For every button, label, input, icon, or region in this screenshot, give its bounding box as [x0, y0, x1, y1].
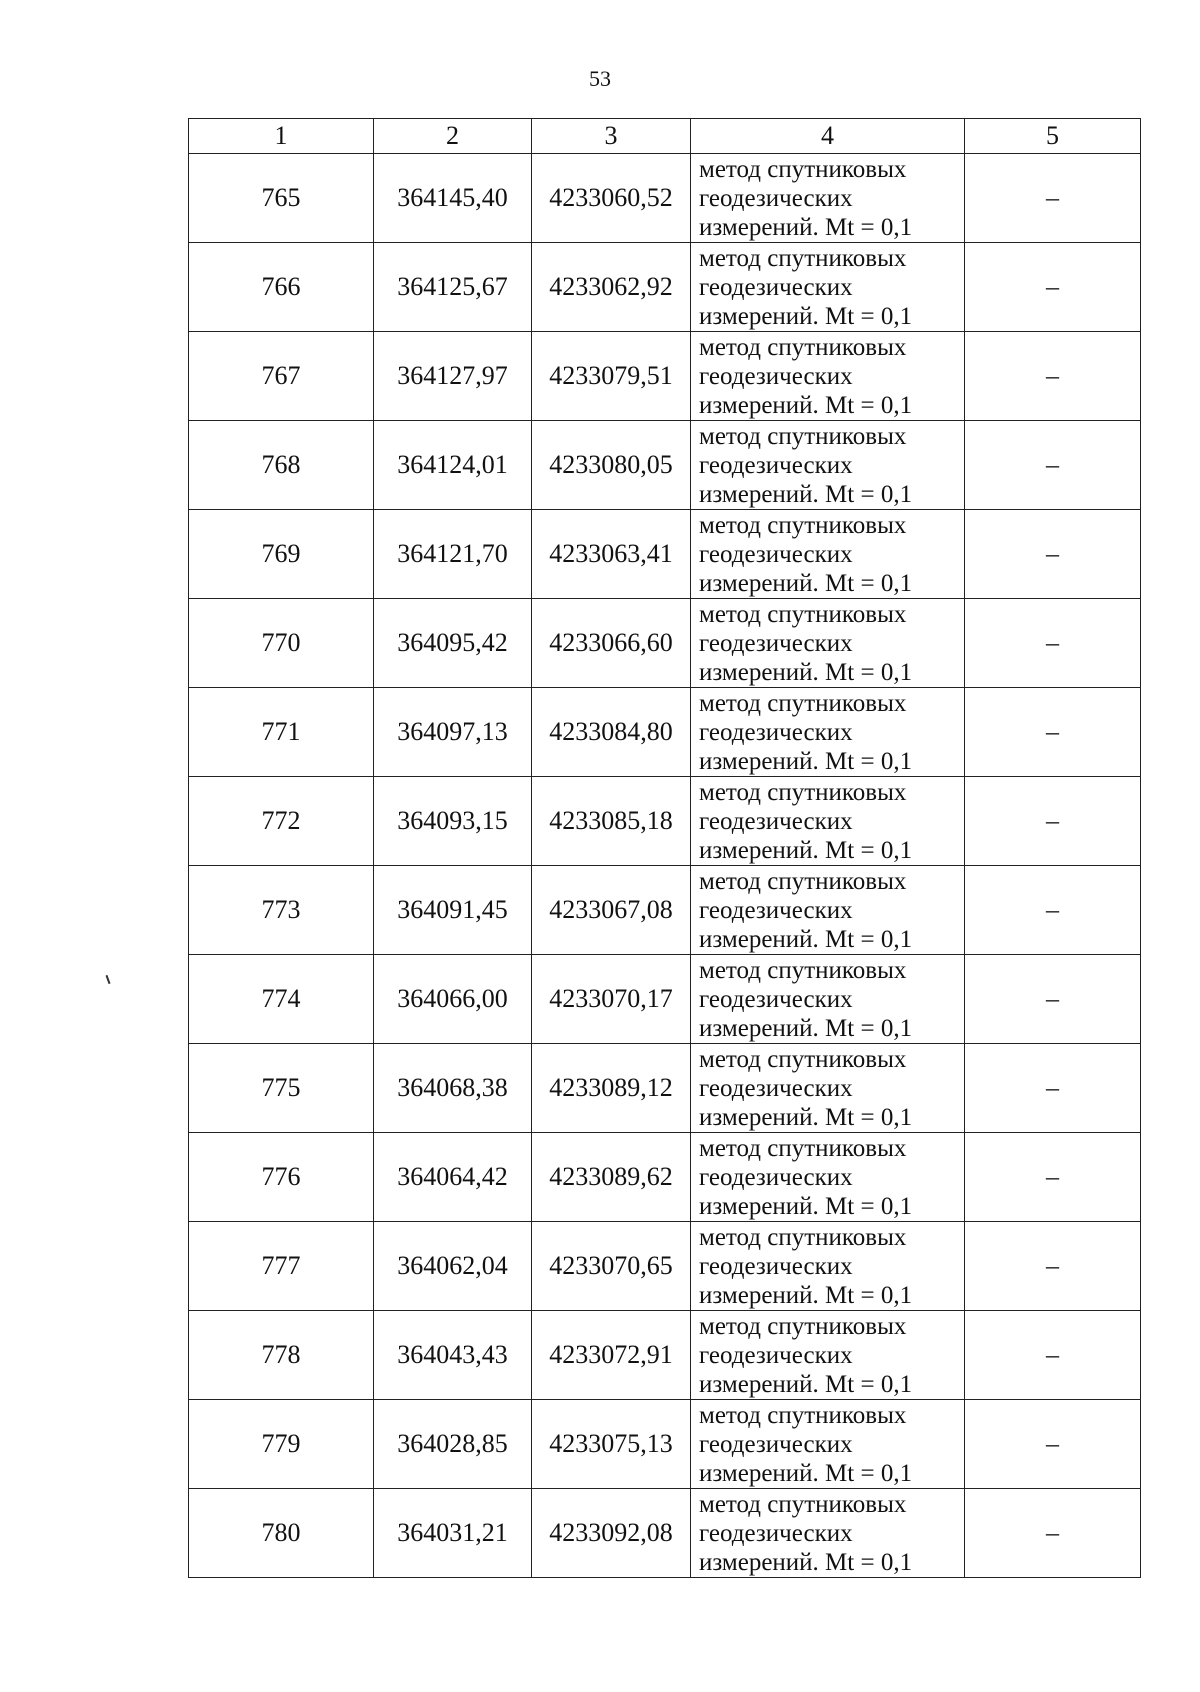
note-cell: – — [965, 599, 1141, 688]
x-coordinate-cell: 364043,43 — [374, 1311, 532, 1400]
method-line: измерений. Mt = 0,1 — [699, 836, 913, 864]
method-line: геодезических — [699, 718, 853, 746]
x-coordinate-cell: 364121,70 — [374, 510, 532, 599]
point-number-cell: 773 — [189, 866, 374, 955]
table-row — [189, 332, 1141, 421]
method-cell — [691, 1044, 965, 1133]
header-col-5: 5 — [965, 119, 1141, 154]
table-row — [189, 1222, 1141, 1311]
x-coordinate-cell: 364097,13 — [374, 688, 532, 777]
method-line: метод спутниковых — [699, 155, 907, 183]
point-number-cell: 776 — [189, 1133, 374, 1222]
page-number: 53 — [589, 66, 611, 91]
method-line: измерений. Mt = 0,1 — [699, 1014, 913, 1042]
x-coordinate-cell: 364064,42 — [374, 1133, 532, 1222]
method-line: геодезических — [699, 807, 853, 835]
y-coordinate-cell: 4233070,17 — [532, 955, 691, 1044]
point-number-cell: 765 — [189, 154, 374, 243]
method-cell — [691, 688, 965, 777]
x-coordinate-cell: 364091,45 — [374, 866, 532, 955]
header-row — [189, 119, 1141, 154]
y-coordinate-cell: 4233072,91 — [532, 1311, 691, 1400]
table-row — [189, 243, 1141, 332]
method-cell — [691, 1311, 965, 1400]
method-cell — [691, 1489, 965, 1578]
method-line: измерений. Mt = 0,1 — [699, 1103, 913, 1131]
x-coordinate-cell: 364031,21 — [374, 1489, 532, 1578]
point-number-cell: 767 — [189, 332, 374, 421]
note-cell: – — [965, 1400, 1141, 1489]
table-row — [189, 955, 1141, 1044]
x-coordinate-cell: 364028,85 — [374, 1400, 532, 1489]
x-coordinate-cell: 364145,40 — [374, 154, 532, 243]
y-coordinate-cell: 4233075,13 — [532, 1400, 691, 1489]
method-line: метод спутниковых — [699, 1045, 907, 1073]
method-cell — [691, 154, 965, 243]
x-coordinate-cell: 364125,67 — [374, 243, 532, 332]
note-cell: – — [965, 777, 1141, 866]
method-line: метод спутниковых — [699, 333, 907, 361]
x-coordinate-cell: 364062,04 — [374, 1222, 532, 1311]
method-line: измерений. Mt = 0,1 — [699, 391, 913, 419]
method-cell — [691, 510, 965, 599]
method-line: метод спутниковых — [699, 1312, 907, 1340]
table-row — [189, 154, 1141, 243]
point-number-cell: 780 — [189, 1489, 374, 1578]
table-row — [189, 1489, 1141, 1578]
note-cell: – — [965, 421, 1141, 510]
method-line: метод спутниковых — [699, 1223, 907, 1251]
y-coordinate-cell: 4233062,92 — [532, 243, 691, 332]
method-line: измерений. Mt = 0,1 — [699, 569, 913, 597]
x-coordinate-cell: 364095,42 — [374, 599, 532, 688]
method-line: измерений. Mt = 0,1 — [699, 213, 913, 241]
coordinates-table — [188, 118, 1141, 1578]
point-number-cell: 769 — [189, 510, 374, 599]
method-line: метод спутниковых — [699, 511, 907, 539]
y-coordinate-cell: 4233067,08 — [532, 866, 691, 955]
method-line: геодезических — [699, 184, 853, 212]
note-cell: – — [965, 332, 1141, 421]
point-number-cell: 778 — [189, 1311, 374, 1400]
note-cell: – — [965, 866, 1141, 955]
x-coordinate-cell: 364124,01 — [374, 421, 532, 510]
method-line: геодезических — [699, 896, 853, 924]
point-number-cell: 777 — [189, 1222, 374, 1311]
note-cell: – — [965, 154, 1141, 243]
y-coordinate-cell: 4233089,12 — [532, 1044, 691, 1133]
method-line: измерений. Mt = 0,1 — [699, 1370, 913, 1398]
header-col-1: 1 — [189, 119, 374, 154]
y-coordinate-cell: 4233092,08 — [532, 1489, 691, 1578]
table-row — [189, 1044, 1141, 1133]
header-col-2: 2 — [374, 119, 532, 154]
method-line: геодезических — [699, 1341, 853, 1369]
table-row — [189, 1133, 1141, 1222]
y-coordinate-cell: 4233085,18 — [532, 777, 691, 866]
x-coordinate-cell: 364066,00 — [374, 955, 532, 1044]
method-line: геодезических — [699, 1074, 853, 1102]
note-cell: – — [965, 1133, 1141, 1222]
method-cell — [691, 866, 965, 955]
x-coordinate-cell: 364127,97 — [374, 332, 532, 421]
y-coordinate-cell: 4233080,05 — [532, 421, 691, 510]
method-cell — [691, 421, 965, 510]
method-line: метод спутниковых — [699, 1401, 907, 1429]
method-cell — [691, 332, 965, 421]
method-cell — [691, 955, 965, 1044]
method-line: измерений. Mt = 0,1 — [699, 1548, 913, 1576]
table-row — [189, 510, 1141, 599]
method-line: измерений. Mt = 0,1 — [699, 747, 913, 775]
y-coordinate-cell: 4233084,80 — [532, 688, 691, 777]
method-line: метод спутниковых — [699, 422, 907, 450]
table-row — [189, 777, 1141, 866]
method-cell — [691, 777, 965, 866]
method-line: измерений. Mt = 0,1 — [699, 1459, 913, 1487]
method-line: геодезических — [699, 1519, 853, 1547]
method-line: геодезических — [699, 362, 853, 390]
y-coordinate-cell: 4233070,65 — [532, 1222, 691, 1311]
scan-mark — [106, 975, 111, 984]
method-line: измерений. Mt = 0,1 — [699, 658, 913, 686]
note-cell: – — [965, 1311, 1141, 1400]
method-line: измерений. Mt = 0,1 — [699, 302, 913, 330]
y-coordinate-cell: 4233066,60 — [532, 599, 691, 688]
method-line: геодезических — [699, 451, 853, 479]
note-cell: – — [965, 688, 1141, 777]
method-line: геодезических — [699, 1252, 853, 1280]
x-coordinate-cell: 364068,38 — [374, 1044, 532, 1133]
method-line: измерений. Mt = 0,1 — [699, 925, 913, 953]
table-row — [189, 599, 1141, 688]
note-cell: – — [965, 243, 1141, 332]
method-line: геодезических — [699, 273, 853, 301]
header-col-3: 3 — [532, 119, 691, 154]
method-cell — [691, 1222, 965, 1311]
note-cell: – — [965, 955, 1141, 1044]
method-line: измерений. Mt = 0,1 — [699, 1192, 913, 1220]
y-coordinate-cell: 4233063,41 — [532, 510, 691, 599]
method-line: геодезических — [699, 540, 853, 568]
note-cell: – — [965, 1489, 1141, 1578]
table-row — [189, 688, 1141, 777]
table-row — [189, 866, 1141, 955]
table-row — [189, 1400, 1141, 1489]
y-coordinate-cell: 4233089,62 — [532, 1133, 691, 1222]
method-cell — [691, 1400, 965, 1489]
point-number-cell: 779 — [189, 1400, 374, 1489]
method-line: метод спутниковых — [699, 956, 907, 984]
header-col-4: 4 — [691, 119, 965, 154]
method-line: геодезических — [699, 985, 853, 1013]
method-cell — [691, 243, 965, 332]
table-row — [189, 421, 1141, 510]
method-line: измерений. Mt = 0,1 — [699, 1281, 913, 1309]
method-cell — [691, 1133, 965, 1222]
note-cell: – — [965, 510, 1141, 599]
point-number-cell: 766 — [189, 243, 374, 332]
y-coordinate-cell: 4233060,52 — [532, 154, 691, 243]
table-row — [189, 1311, 1141, 1400]
point-number-cell: 771 — [189, 688, 374, 777]
point-number-cell: 768 — [189, 421, 374, 510]
method-line: геодезических — [699, 1430, 853, 1458]
point-number-cell: 774 — [189, 955, 374, 1044]
method-line: геодезических — [699, 629, 853, 657]
method-line: метод спутниковых — [699, 244, 907, 272]
method-line: метод спутниковых — [699, 867, 907, 895]
method-line: измерений. Mt = 0,1 — [699, 480, 913, 508]
point-number-cell: 770 — [189, 599, 374, 688]
x-coordinate-cell: 364093,15 — [374, 777, 532, 866]
method-line: метод спутниковых — [699, 1134, 907, 1162]
method-line: геодезических — [699, 1163, 853, 1191]
method-line: метод спутниковых — [699, 600, 907, 628]
y-coordinate-cell: 4233079,51 — [532, 332, 691, 421]
point-number-cell: 775 — [189, 1044, 374, 1133]
method-line: метод спутниковых — [699, 778, 907, 806]
note-cell: – — [965, 1222, 1141, 1311]
note-cell: – — [965, 1044, 1141, 1133]
table-body — [189, 154, 1141, 1578]
method-line: метод спутниковых — [699, 689, 907, 717]
method-line: метод спутниковых — [699, 1490, 907, 1518]
method-cell — [691, 599, 965, 688]
point-number-cell: 772 — [189, 777, 374, 866]
